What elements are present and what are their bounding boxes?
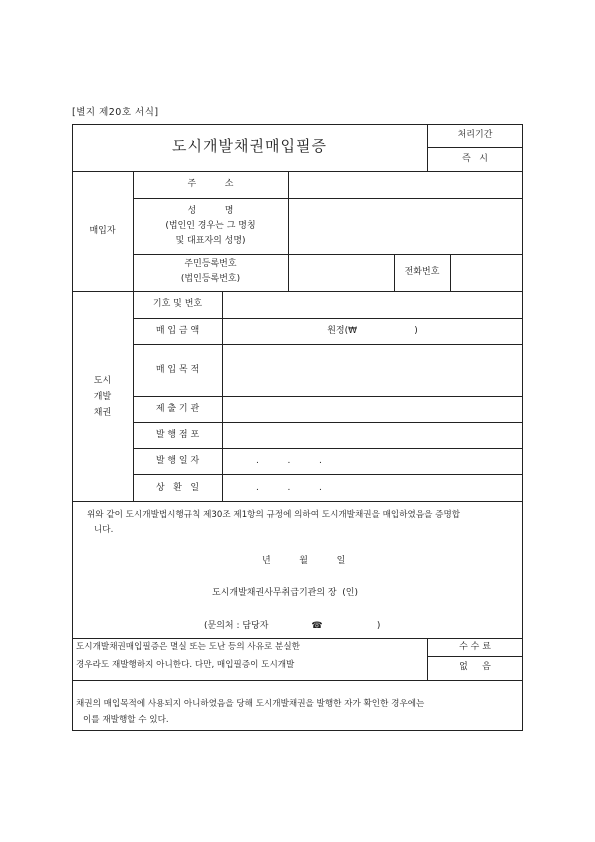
processing-period-value: 즉 시 (462, 154, 488, 164)
submit-agency-field[interactable] (223, 397, 522, 421)
bond-row-label: 제 출 기 관 (155, 404, 200, 414)
bond-row-label: 매 입 금 액 (155, 326, 200, 336)
bond-row-label: 발 행 일 자 (155, 456, 200, 466)
fee-label: 수 수 료 (459, 642, 491, 652)
form-reference: [별지 제20호 서식] (72, 107, 159, 118)
certification-statement: 위와 같이 도시개발법시행규칙 제30조 제1항의 규정에 의하여 도시개발채권을 매입하였음을 증명합 (87, 510, 461, 520)
bond-row-label: 발 행 점 포 (155, 430, 200, 440)
bond-group-label: 개발 (93, 392, 112, 402)
name-note: (법인인 경우는 그 명칭 (165, 221, 256, 231)
notice-text: 도시개발채권매입필증은 멸실 또는 도난 등의 사유로 분실한 (76, 642, 300, 652)
name-field[interactable] (289, 199, 522, 253)
bond-group-label: 채권 (93, 408, 112, 418)
fee-value: 없 음 (459, 662, 491, 672)
notice-text: 이를 재발행할 수 있다. (83, 715, 169, 725)
certification-date[interactable]: 년 월 일 (262, 556, 346, 566)
processing-period-label: 처리기간 (457, 130, 493, 140)
contact-line: (문의처 : 담당자 ☎ ) (204, 621, 381, 631)
bond-section-bottom (72, 501, 523, 502)
phone-label: 전화번호 (404, 267, 440, 277)
bond-row-label: 매 입 목 적 (155, 365, 200, 375)
bond-group-label: 도시 (93, 376, 112, 386)
certification-statement: 니다. (94, 525, 114, 535)
resident-number-field[interactable] (289, 255, 393, 290)
purchase-amount-field[interactable]: 원정(₩ ) (327, 326, 418, 336)
repayment-date-field[interactable]: . . . (256, 483, 322, 493)
name-label: 성 명 (187, 206, 234, 216)
name-note: 및 대표자의 성명) (175, 236, 246, 246)
purchase-purpose-field[interactable] (223, 345, 522, 395)
notice-text: 채권의 매입목적에 사용되지 아니하였음을 당해 도시개발채권을 발행한 자가 확인한 경우에는 (76, 699, 425, 709)
bond-number-field[interactable] (223, 292, 522, 317)
resident-number-label: 주민등록번호 (184, 259, 237, 269)
form-title: 도시개발채권매입필증 (172, 137, 327, 155)
bond-row-label: 기호 및 번호 (152, 299, 203, 309)
corporate-number-label: (법인등록번호) (180, 274, 241, 284)
buyer-group-label: 매입자 (89, 226, 116, 236)
phone-field[interactable] (451, 255, 522, 290)
notice-top-line (72, 638, 523, 639)
address-field[interactable] (289, 172, 522, 197)
issue-branch-field[interactable] (223, 423, 522, 447)
address-label: 주 소 (187, 179, 234, 189)
notice-text: 경우라도 재발행하지 아니한다. 다만, 매입필증이 도시개발 (76, 660, 295, 670)
issue-date-field[interactable]: . . . (256, 456, 322, 466)
issuing-institution: 도시개발채권사무취급기관의 장 (인) (212, 588, 359, 598)
bond-row-label: 상 환 일 (155, 483, 200, 493)
